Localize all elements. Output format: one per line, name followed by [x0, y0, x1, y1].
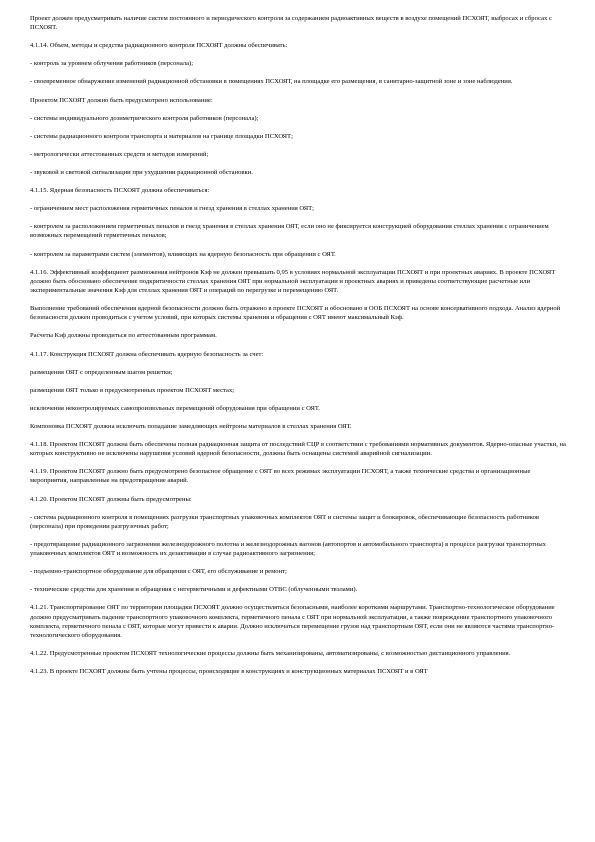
paragraph: Компоновка ПСХОЯТ должна исключать попадание замедляющих нейтроны материалов в стеллах хранения ОЯТ.	[30, 422, 352, 430]
document-page	[30, 14, 570, 685]
section-4-1-15-heading: 4.1.15. Ядерная безопасность ПСХОЯТ должна обеспечиваться:	[30, 187, 210, 195]
paragraph: Выполнение требований обеспечения ядерной безопасности должно быть отражено в проекте ПСХОЯТ и обосновано в ООБ ПСХОЯТ на основе консервативного подхода. Анализ ядерной безопасности должен проводиться с учетом условий, при которых системы хранения и обращения с ОЯТ имеют максимальный Кэф.	[30, 305, 561, 322]
section-4-1-19-paragraph: 4.1.19. Проектом ПСХОЯТ должно быть предусмотрено безопасное обращение с ОЯТ во всех режимах эксплуатации ПСХОЯТ, а также технические средства и организационные мероприятия, направленные на предотвращение аварий.	[30, 468, 531, 485]
list-item: - системы индивидуального дозиметрического контроля работников (персонала);	[30, 114, 259, 122]
paragraph: Расчеты Кэф должны проводиться по аттестованным программам.	[30, 332, 217, 340]
list-item: размещения ОЯТ только в предусмотренных проектом ПСХОЯТ местах;	[30, 386, 235, 394]
section-4-1-14-heading: 4.1.14. Объем, методы и средства радиационного контроля ПСХОЯТ должны обеспечивать:	[30, 42, 288, 50]
section-4-1-16-paragraph: 4.1.16. Эффективный коэффициент размножения нейтронов Кэф не должен превышать 0,95 в условиях нормальной эксплуатации ПСХОЯТ и при проектных авариях. В проекте ПСХОЯТ должно быть обосновано обеспечение подкритичности стеллах хранения ОЯТ при нормальной эксплуатации и проектных авариях и приведены соответствующие расчетные или экспериментальные значения Кэф для стеллах хранения ОЯТ и операций по перегрузке и перемещению ОЯТ.	[30, 268, 556, 295]
section-4-1-20-heading: 4.1.20. Проектом ПСХОЯТ должны быть предусмотрены:	[30, 495, 192, 503]
list-item: - контроль за уровнем облучения работников (персонала);	[30, 60, 194, 68]
list-item: размещения ОЯТ с определенным шагом решетки;	[30, 368, 173, 376]
list-item: - предотвращение радиационного загрязнения железнодорожного полотна и железнодорожных вагонов (автопортов и автомобильного транспорта) в процессе разгрузки транспортных упаковочных комплектов ОЯТ и возможность их дезактивации в случае радиоактивного загрязнения;	[30, 540, 546, 558]
section-4-1-23-paragraph: 4.1.23. В проекте ПСХОЯТ должны быть учтены процессы, происходящие в конструкциях и конструкционных материалах ПСХОЯТ и в ОЯТ	[30, 668, 428, 676]
list-item: - системы радиационного контроля транспорта и материалов на границе площадки ПСХОЯТ;	[30, 132, 293, 140]
list-item: - подъемно-транспортное оборудование для обращения с ОЯТ, его обслуживание и ремонт;	[30, 568, 287, 576]
list-item: - технические средства для хранения и обращения с негерметичными и дефектными ОТВС (облученными твэлами).	[30, 586, 358, 594]
list-item: - ограничением мест расположения герметичных пеналов и гнезд хранения в стеллах хранения ОЯТ;	[30, 205, 314, 213]
list-item: - метрологически аттестованных средств и методов измерений;	[30, 150, 209, 158]
section-4-1-18-paragraph: 4.1.18. Проектом ПСХОЯТ должна быть обеспечена полная радиационная защита от последствий СЦР в соответствии с требованиями нормативных документов. Ядерно-опасные участки, на которых конструктивно не исключены нарушения условий ядерной безопасности, должны быть оснащены системой аварийной сигнализации.	[30, 440, 566, 458]
list-item: исключения неконтролируемых самопроизвольных перемещений оборудования при обращении с ОЯТ.	[30, 404, 320, 412]
list-item: - звуковой и световой сигнализации при ухудшении радиационной обстановки.	[30, 168, 253, 176]
list-item: - контролем за параметрами систем (элементов), влияющих на ядерную безопасность при обращении с ОЯТ.	[30, 250, 336, 258]
paragraph-intro: Проект должен предусматривать наличие систем постоянного и периодического контроля за содержанием радиоактивных веществ в воздухе помещений ПСХОЯТ, выбросах и сбросах с ПСХОЯТ.	[30, 15, 552, 32]
section-4-1-22-paragraph: 4.1.22. Предусмотренные проектом ПСХОЯТ технологические процессы должны быть механизированы, автоматизированы, с возможностью дистанционного управления.	[30, 650, 511, 658]
list-item: - система радиационного контроля в помещениях разгрузки транспортных упаковочных комплектов ОЯТ и системы защит и блокировок, обеспечивающие безопасность работников (персонала) при проведении разгрузочных работ;	[30, 513, 539, 530]
paragraph: Проектом ПСХОЯТ должно быть предусмотрено использование:	[30, 96, 213, 104]
section-4-1-21-paragraph: 4.1.21. Транспортирование ОЯТ по территории площадки ПСХОЯТ должно осуществляться безопасными, наиболее короткими маршрутами. Транспортно-технологическое оборудование должно предусматривать падение транспортного упаковочного комплекта, герметичного пенала с ОЯТ при нормальной эксплуатации, а также повреждение транспортного упаковочного комплекта, герметичного пенала с ОЯТ, которые могут привести к аварии. Должно исключаться перемещение грузов над транспортным ОЯТ, если они не являются частями транспортно-технологического оборудования.	[30, 604, 555, 640]
list-item: - контролем за расположением герметичных пеналов и гнезд хранения в стеллах хранения ОЯТ, если оно не фиксируется конструкцией оборудования стеллах хранения с ограничением возможных перемещений герметичных пеналов;	[30, 223, 549, 240]
section-4-1-17-heading: 4.1.17. Конструкция ПСХОЯТ должна обеспечивать ядерную безопасность за счет:	[30, 350, 264, 358]
list-item: - своевременное обнаружение изменений радиационной обстановки в помещениях ПСХОЯТ, на площадке его размещения, в санитарно-защитной зоне и зоне наблюдения.	[30, 78, 513, 86]
